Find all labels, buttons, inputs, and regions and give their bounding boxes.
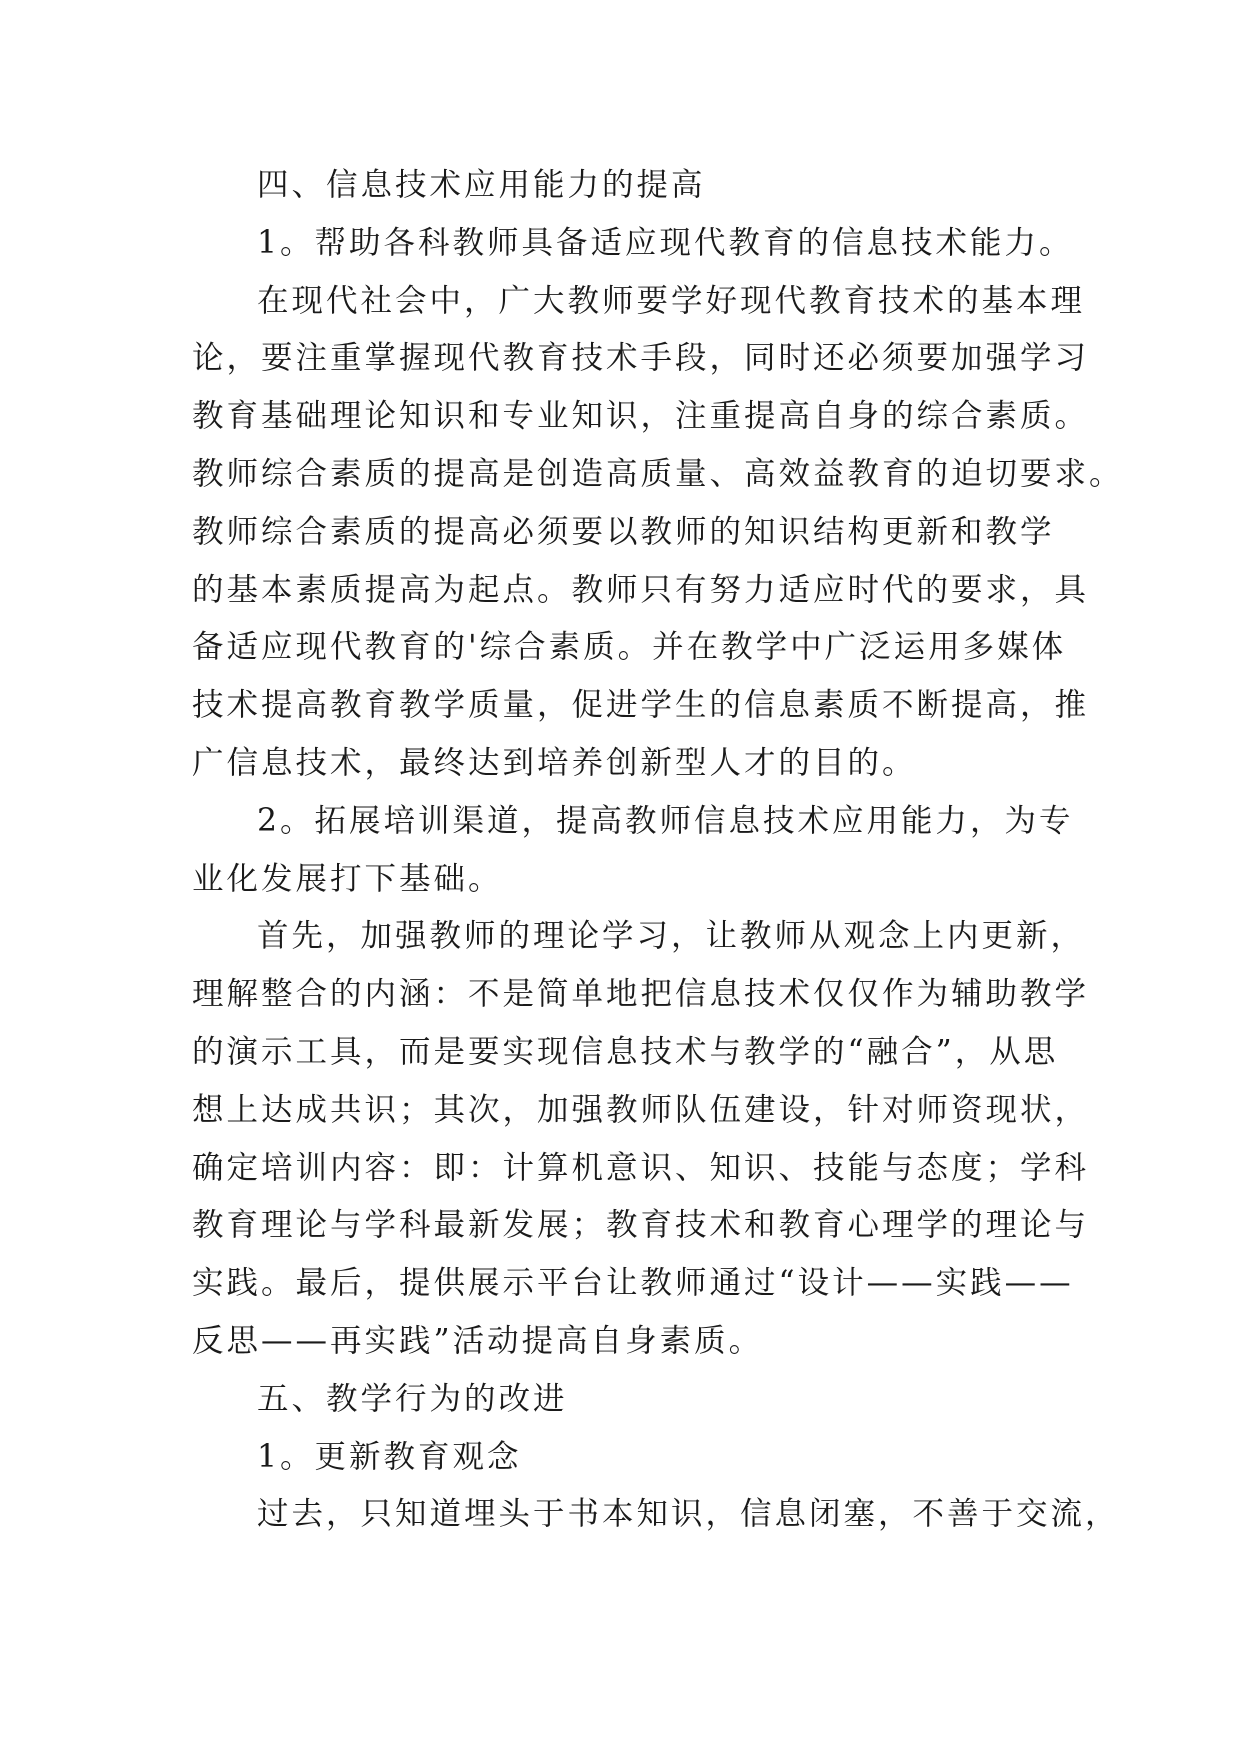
document-page (192, 157, 1124, 1544)
paragraph-line: 在现代社会中，广大教师要学好现代教育技术的基本理 (257, 282, 1086, 319)
paragraph-line: 首先，加强教师的理论学习，让教师从观念上内更新， (257, 918, 1086, 955)
paragraph-line: 论，要注重掌握现代教育技术手段，同时还必须要加强学习 (192, 340, 1090, 377)
subsection-heading-continued: 业化发展打下基础。 (192, 860, 503, 897)
subsection-heading: 1。更新教育观念 (257, 1438, 522, 1475)
paragraph-line: 实践。最后，提供展示平台让教师通过“设计——实践—— (192, 1265, 1074, 1302)
paragraph-line: 广信息技术，最终达到培养创新型人才的目的。 (192, 744, 917, 781)
paragraph-line: 教师综合素质的提高必须要以教师的知识结构更新和教学 (192, 513, 1055, 550)
section-heading: 四、信息技术应用能力的提高 (257, 167, 706, 203)
paragraph-line: 教师综合素质的提高是创造高质量、高效益教育的迫切要求。 (192, 455, 1124, 492)
paragraph-line: 教育基础理论知识和专业知识，注重提高自身的综合素质。 (192, 398, 1090, 435)
paragraph-line: 的基本素质提高为起点。教师只有努力适应时代的要求，具 (192, 571, 1090, 608)
paragraph-line: 理解整合的内涵：不是简单地把信息技术仅仅作为辅助教学 (192, 976, 1090, 1013)
subsection-heading: 2。拓展培训渠道，提高教师信息技术应用能力，为专 (257, 802, 1074, 839)
paragraph-line: 的演示工具，而是要实现信息技术与教学的“融合”，从思 (192, 1033, 1059, 1070)
paragraph-line: 过去，只知道埋头于书本知识，信息闭塞，不善于交流， (257, 1496, 1120, 1533)
paragraph-line: 想上达成共识；其次，加强教师队伍建设，针对师资现状， (192, 1091, 1090, 1128)
paragraph-line: 教育理论与学科最新发展；教育技术和教育心理学的理论与 (192, 1207, 1090, 1244)
section-heading: 五、教学行为的改进 (257, 1380, 568, 1417)
paragraph-line: 确定培训内容：即：计算机意识、知识、技能与态度；学科 (192, 1149, 1090, 1186)
paragraph-line: 技术提高教育教学质量，促进学生的信息素质不断提高，推 (192, 687, 1090, 724)
paragraph-line: 备适应现代教育的'综合素质。并在教学中广泛运用多媒体 (192, 629, 1067, 666)
paragraph-line: 反思——再实践”活动提高自身素质。 (192, 1322, 764, 1359)
subsection-heading: 1。帮助各科教师具备适应现代教育的信息技术能力。 (257, 224, 1074, 261)
